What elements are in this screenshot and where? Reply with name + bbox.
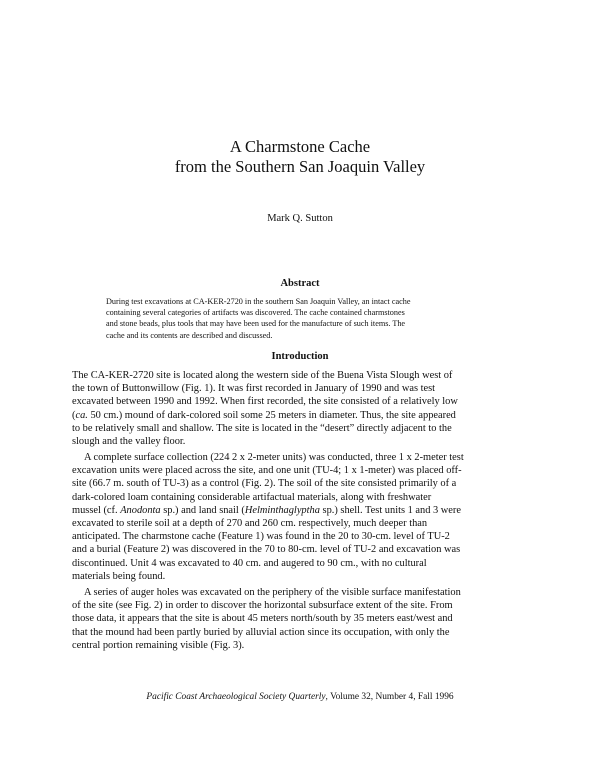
text-run: sp.) shell. Test units 1 and 3 were	[319, 504, 461, 516]
journal-issue-details: , Volume 32, Number 4, Fall 1996	[325, 692, 454, 702]
abstract-heading: Abstract	[280, 278, 320, 289]
paragraph-line: to be relatively small and shallow. The site is located in the “desert” directly adjacent to the	[72, 422, 452, 434]
text-run: mussel (cf.	[72, 504, 121, 516]
author-name: Mark Q. Sutton	[267, 213, 333, 224]
intro-paragraph-1	[72, 369, 534, 448]
paragraph-line: excavation units were placed across the site, and one unit (TU-4; 1 x 1-meter) was placed off-	[72, 465, 462, 477]
abstract-line: and stone beads, plus tools that may have been used for the manufacture of such items. The	[106, 319, 406, 329]
paragraph-line: the town of Buttonwillow (Fig. 1). It was first recorded in January of 1990 and was test	[72, 383, 436, 395]
paragraph-line: dark-colored loam containing considerable artifactual materials, along with freshwater	[72, 491, 432, 503]
paragraph-line: The CA-KER-2720 site is located along the western side of the Buena Vista Slough west of	[72, 370, 453, 381]
text-run: (	[72, 409, 76, 421]
intro-paragraph-2	[72, 451, 534, 583]
paragraph-line: those data, it appears that the site is about 45 meters north/south by 35 meters east/west and	[72, 613, 453, 625]
text-run: 50 cm.) mound of dark-colored soil some 25 meters in diameter. Thus, the site appeared	[87, 409, 456, 421]
intro-paragraph-3	[72, 586, 534, 652]
paragraph-line: of the site (see Fig. 2) in order to discover the horizontal subsurface extent of the site. From	[72, 600, 453, 612]
paragraph-line: discontinued. Unit 4 was excavated to 40 cm. and augered to 90 cm., with no cultural	[72, 557, 427, 569]
paragraph-line	[72, 504, 534, 517]
italic-run: ca.	[75, 409, 88, 421]
abstract-text	[106, 296, 500, 341]
abstract-line: During test excavations at CA-KER-2720 in the southern San Joaquin Valley, an intact cache	[106, 297, 411, 306]
paragraph-line: A series of auger holes was excavated on the periphery of the visible surface manifestation	[84, 587, 461, 598]
paragraph-line: site (66.7 m. south of TU-3) as a control (Fig. 2). The soil of the site consisted primarily of a	[72, 478, 457, 490]
paragraph-line: A complete surface collection (224 2 x 2-meter units) was conducted, three 1 x 2-meter test	[84, 452, 464, 463]
paragraph-line: central portion remaining visible (Fig. 3).	[72, 639, 245, 651]
paragraph-line: that the mound had been partly buried by alluvial action since its occupation, with only the	[72, 626, 450, 638]
italic-run: Helminthaglyptha	[244, 504, 320, 516]
paragraph-line: excavated between 1990 and 1992. When first recorded, the site consisted of a relatively low	[72, 396, 458, 408]
italic-run: Anodonta	[120, 504, 161, 516]
introduction-heading: Introduction	[271, 351, 329, 362]
paragraph-line: materials being found.	[72, 570, 166, 582]
abstract-line: cache and its contents are described and discussed.	[106, 330, 273, 340]
journal-name: Pacific Coast Archaeological Society Quarterly	[146, 692, 326, 702]
text-run: sp.) and land snail (	[160, 504, 245, 516]
journal-footer	[0, 691, 600, 703]
article-title-line-2: from the Southern San Joaquin Valley	[174, 157, 426, 176]
paragraph-line: excavated to sterile soil at a depth of 270 and 260 cm. respectively, much deeper than	[72, 518, 428, 530]
paragraph-line: and a burial (Feature 2) was discovered in the 70 to 80-cm. level of TU-2 and excavation was	[72, 544, 461, 556]
abstract-line: containing several categories of artifacts was discovered. The cache contained charmstones	[106, 308, 405, 318]
paragraph-line	[72, 409, 534, 422]
paragraph-line: anticipated. The charmstone cache (Feature 1) was found in the 20 to 30-cm. level of TU-2	[72, 531, 450, 543]
article-title-line-1: A Charmstone Cache	[229, 137, 371, 156]
paragraph-line: slough and the valley floor.	[72, 436, 186, 448]
